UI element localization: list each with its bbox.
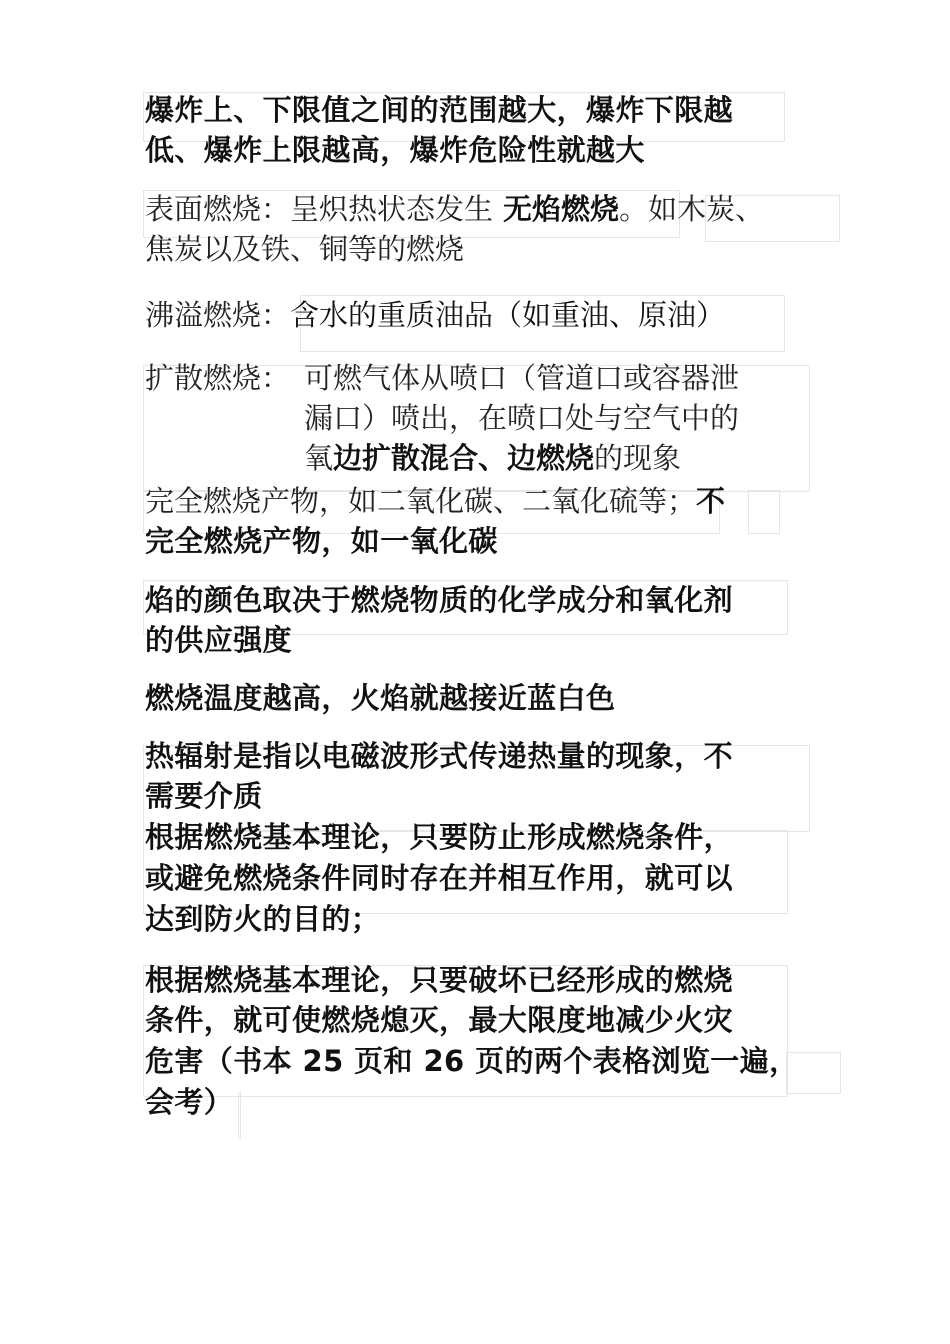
text-bold: 不 bbox=[696, 484, 726, 518]
text-line: 或避免燃烧条件同时存在并相互作用，就可以 bbox=[145, 861, 734, 895]
text-line: 热辐射是指以电磁波形式传递热量的现象，不 bbox=[145, 739, 734, 773]
text-line bbox=[145, 484, 726, 518]
text-line: 根据燃烧基本理论，只要防止形成燃烧条件， bbox=[145, 820, 734, 854]
text-line: 焦炭以及铁、铜等的燃烧 bbox=[145, 232, 465, 266]
text-line: 的供应强度 bbox=[145, 623, 293, 657]
text-line: 可燃气体从喷口（管道口或容器泄 bbox=[304, 361, 740, 395]
text-span: 。如木炭、 bbox=[619, 192, 765, 226]
text-bold: 边扩散混合、边燃烧 bbox=[333, 441, 595, 475]
text-line: 需要介质 bbox=[145, 779, 263, 813]
term-label: 沸溢燃烧： bbox=[145, 298, 291, 332]
text-line: 低、爆炸上限越高，爆炸危险性就越大 bbox=[145, 133, 645, 167]
frame bbox=[238, 1092, 241, 1139]
text-line: 根据燃烧基本理论，只要破坏已经形成的燃烧 bbox=[145, 963, 734, 997]
text-line bbox=[145, 192, 765, 226]
text-line: 达到防火的目的； bbox=[145, 902, 381, 936]
text-span: 含水的重质油品（如重油、原油） bbox=[290, 298, 726, 332]
text-line: 完全燃烧产物，如一氧化碳 bbox=[145, 524, 498, 558]
text-span: 完全燃烧产物，如二氧化碳、二氧化硫等 bbox=[145, 484, 668, 518]
text-line bbox=[304, 441, 682, 475]
text-line bbox=[145, 298, 726, 332]
text-line: 焰的颜色取决于燃烧物质的化学成分和氧化剂 bbox=[145, 583, 734, 617]
separator: ； bbox=[667, 484, 697, 518]
text-line: 燃烧温度越高，火焰就越接近蓝白色 bbox=[145, 681, 616, 715]
text-line: 漏口）喷出，在喷口处与空气中的 bbox=[304, 401, 740, 435]
frame bbox=[748, 490, 780, 534]
text-span: 氧 bbox=[304, 441, 334, 475]
text-line: 爆炸上、下限值之间的范围越大，爆炸下限越 bbox=[145, 93, 734, 127]
term-bold: 无焰燃烧 bbox=[503, 192, 620, 226]
text-span: 的现象 bbox=[594, 441, 682, 475]
separator: ： bbox=[261, 192, 291, 226]
term-label: 扩散燃烧： bbox=[145, 361, 291, 395]
term-label: 表面燃烧 bbox=[145, 192, 262, 226]
text-span: 呈炽热状态发生 bbox=[290, 192, 494, 226]
text-line: 会考） bbox=[145, 1085, 234, 1119]
text-line: 危害（书本 25 页和 26 页的两个表格浏览一遍， bbox=[145, 1044, 799, 1078]
text-line: 条件，就可使燃烧熄灭，最大限度地减少火灾 bbox=[145, 1003, 734, 1037]
